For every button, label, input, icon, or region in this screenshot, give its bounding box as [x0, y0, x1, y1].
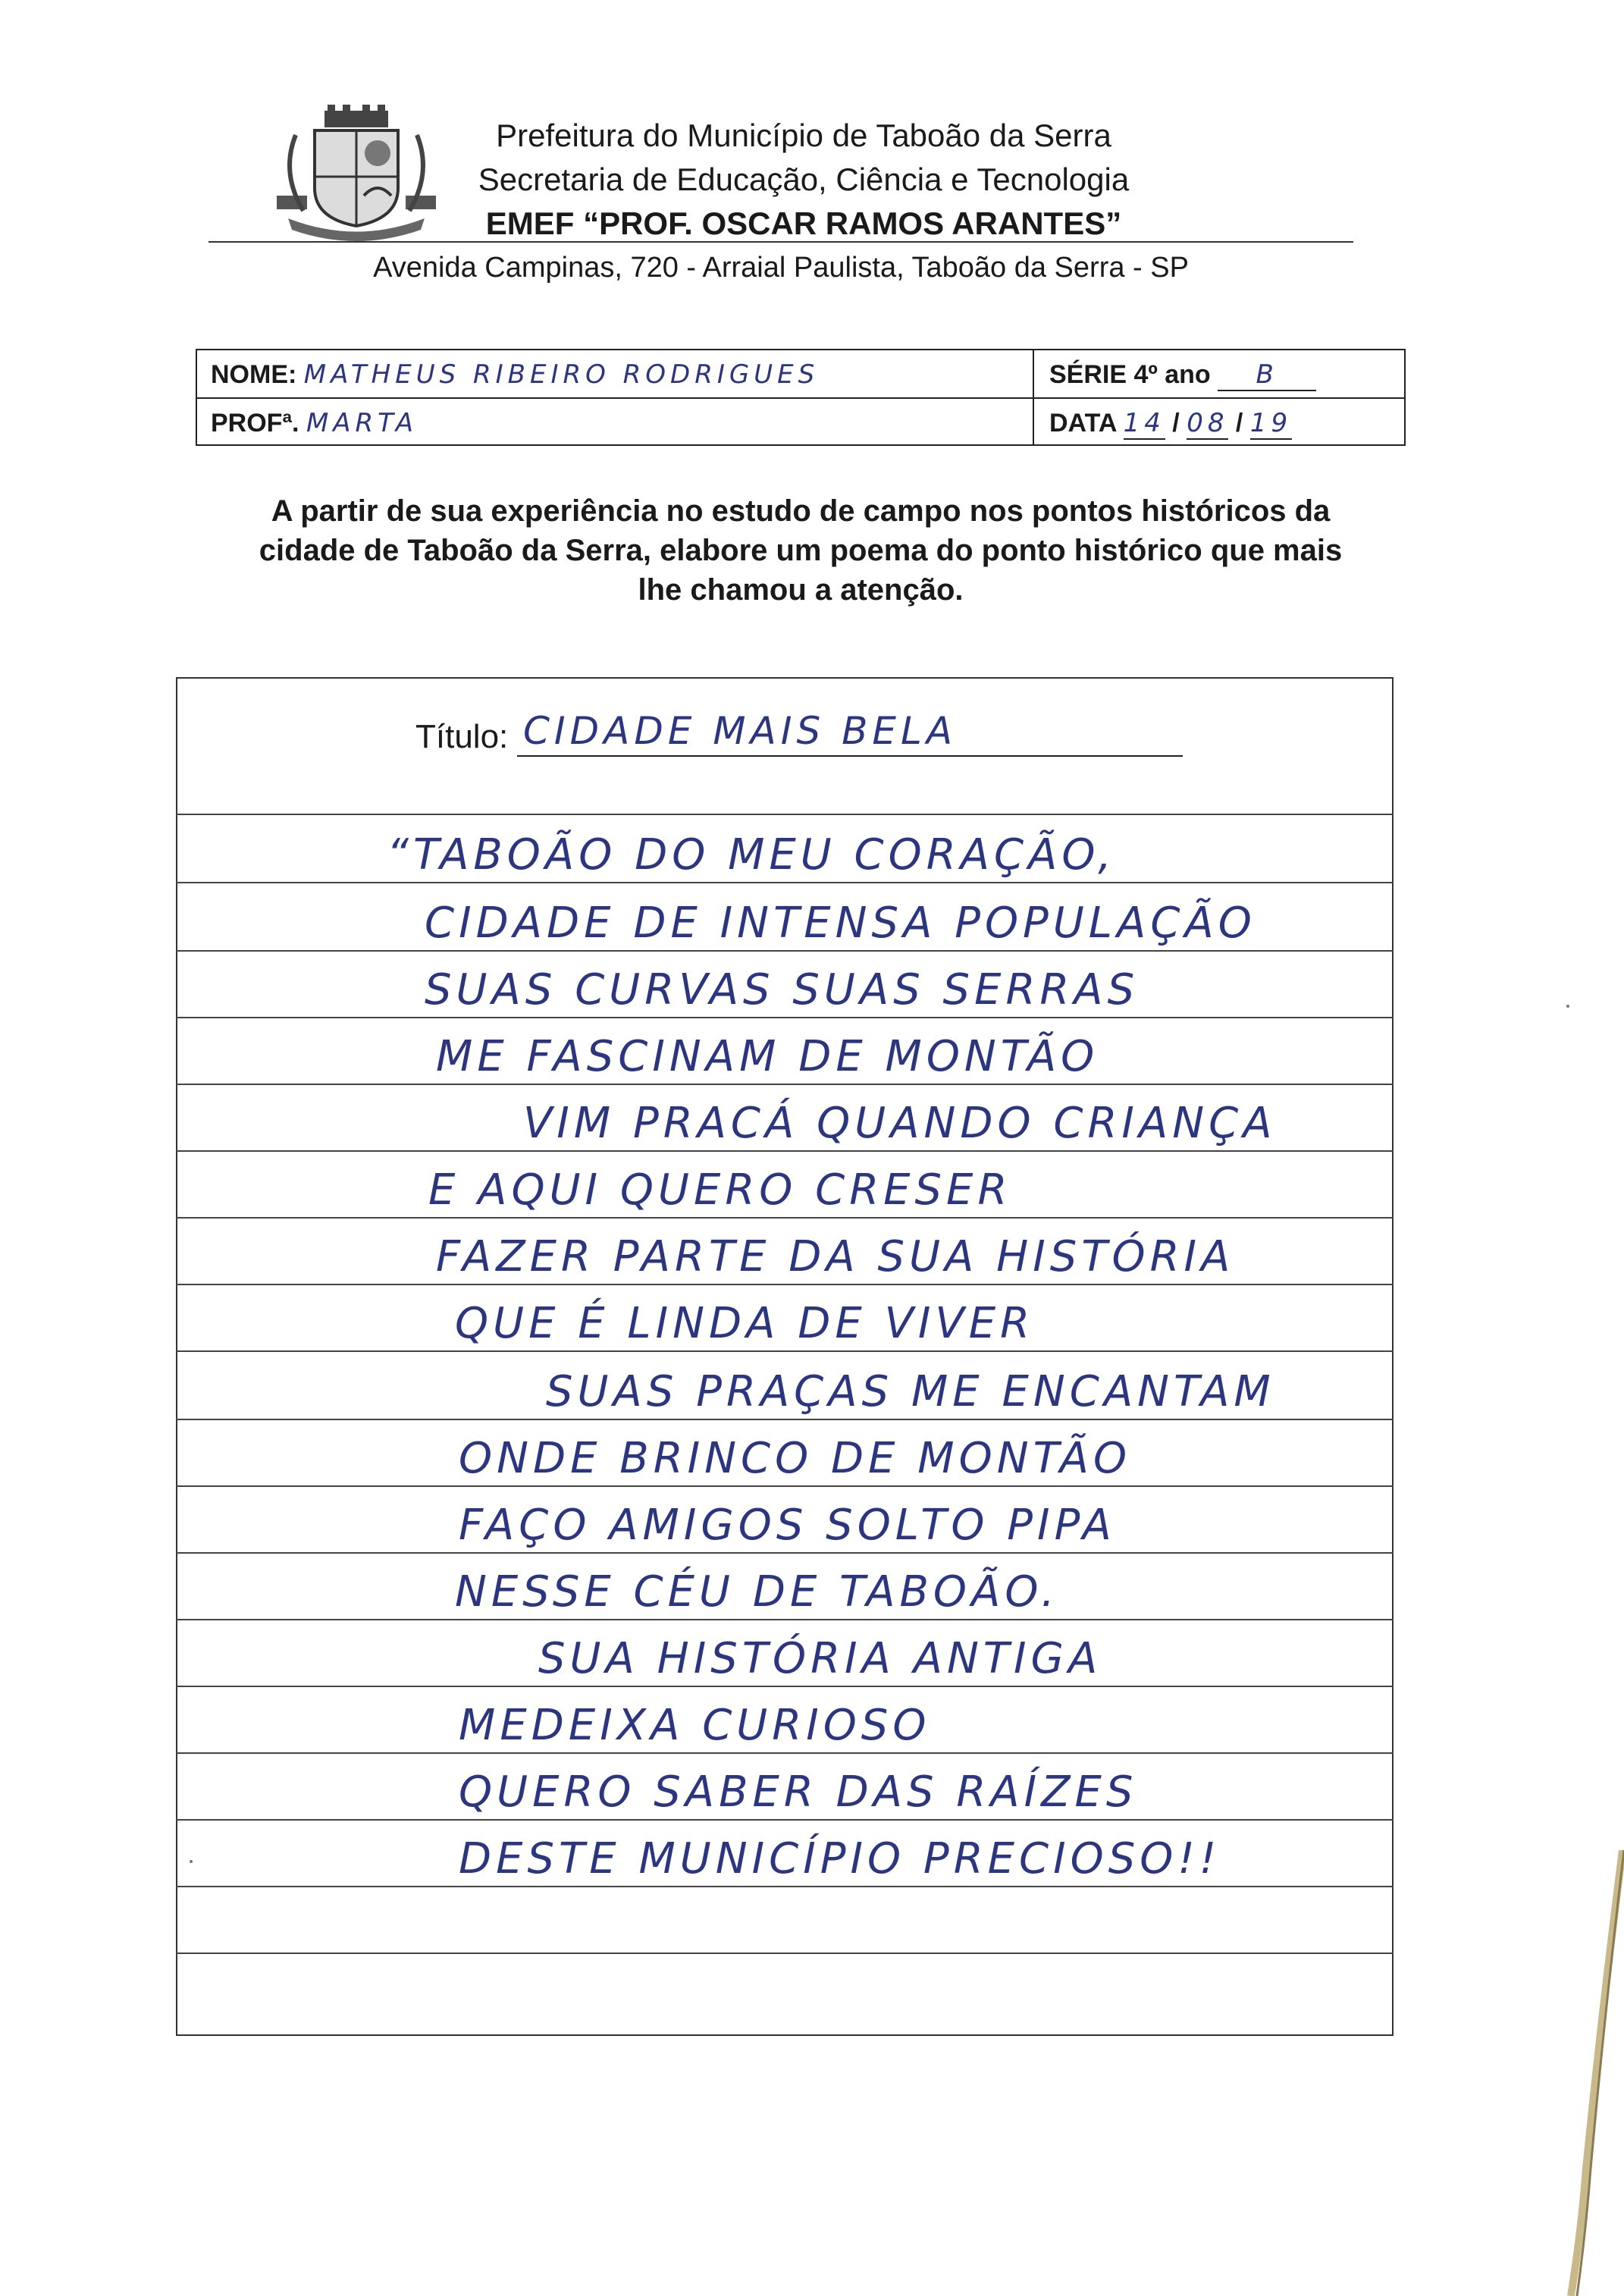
poem-line: NESSE CÉU DE TABOÃO.: [455, 1567, 1059, 1617]
ruled-line: [176, 1284, 1394, 1285]
ruled-line: [176, 1217, 1394, 1219]
poem-line: SUAS CURVAS SUAS SERRAS: [425, 965, 1140, 1015]
poem-line: CIDADE DE INTENSA POPULAÇÃO: [425, 899, 1256, 948]
poem-line: ME FASCINAM DE MONTÃO: [436, 1032, 1099, 1081]
school-name: EMEF “PROF. OSCAR RAMOS ARANTES”: [485, 205, 1122, 241]
name-value: MATHEUS RIBEIRO RODRIGUES: [303, 359, 820, 390]
professor-value: MARTA: [306, 408, 419, 438]
ruled-line: [176, 1350, 1394, 1352]
poem-line: ONDE BRINCO DE MONTÃO: [459, 1434, 1132, 1483]
assignment-prompt: [196, 491, 1406, 610]
ruled-line: [176, 1752, 1394, 1754]
ruled-line: [176, 814, 1394, 815]
ruled-line: [176, 1686, 1394, 1687]
date-month: 08: [1187, 408, 1229, 438]
date-separator: /: [1172, 409, 1180, 438]
ruled-line: [176, 1819, 1394, 1821]
header-divider: [208, 241, 1353, 243]
ruled-line: [176, 1150, 1394, 1152]
ruled-line: [176, 1886, 1394, 1887]
poem-line: FAZER PARTE DA SUA HISTÓRIA: [436, 1232, 1235, 1281]
scan-speck: [190, 1860, 193, 1863]
ruled-line: [176, 1619, 1394, 1620]
poem-line: E AQUI QUERO CRESER: [428, 1165, 1012, 1215]
table-row-divider: [197, 397, 1404, 399]
date-separator: /: [1235, 409, 1243, 438]
poem-line: SUA HISTÓRIA ANTIGA: [538, 1634, 1102, 1683]
ruled-line: [176, 1953, 1394, 1954]
serie-label: SÉRIE 4º ano: [1049, 360, 1211, 389]
serie-value: B: [1256, 359, 1278, 390]
secretariat-name: Secretaria de Educação, Ciência e Tecnologia: [478, 162, 1130, 197]
prompt-line: lhe chamou a atenção.: [638, 573, 964, 607]
student-info-table: [196, 349, 1406, 446]
ruled-line: [176, 1084, 1394, 1085]
poem-line: FAÇO AMIGOS SOLTO PIPA: [459, 1501, 1116, 1550]
prompt-line: cidade de Taboão da Serra, elabore um poema do ponto histórico que mais: [259, 534, 1343, 567]
ruled-line: [176, 1485, 1394, 1487]
title-underline: [517, 755, 1183, 757]
pen-stroke-mark: [1556, 1850, 1624, 2296]
ruled-line: [176, 1552, 1394, 1554]
ruled-line: [176, 1017, 1394, 1018]
poem-box: [176, 677, 1394, 2036]
date-label: DATA: [1049, 409, 1117, 438]
serie-field: [1049, 359, 1316, 391]
poem-line: SUAS PRAÇAS ME ENCANTAM: [546, 1367, 1275, 1416]
poem-line: QUE É LINDA DE VIVER: [455, 1299, 1034, 1348]
poem-line: DESTE MUNICÍPIO PRECIOSO!!: [459, 1834, 1221, 1884]
school-header: [425, 114, 1183, 246]
prompt-line: A partir de sua experiência no estudo de campo nos pontos históricos da: [271, 494, 1331, 528]
scan-speck: [1566, 1005, 1569, 1008]
poem-title: CIDADE MAIS BELA: [523, 709, 958, 753]
name-label: NOME:: [211, 360, 297, 389]
poem-line: VIM PRACÁ QUANDO CRIANÇA: [523, 1099, 1277, 1148]
table-column-divider: [1033, 350, 1034, 444]
municipal-crest-logo: [273, 105, 440, 249]
ruled-line: [176, 1419, 1394, 1420]
poem-line: MEDEIXA CURIOSO: [459, 1701, 931, 1750]
professor-field: [211, 408, 418, 438]
school-address: Avenida Campinas, 720 - Arraial Paulista, Taboão da Serra - SP: [373, 252, 1189, 284]
professor-label: PROFª.: [211, 409, 299, 438]
ruled-line: [176, 950, 1394, 952]
poem-line: “TABOÃO DO MEU CORAÇÃO,: [387, 830, 1116, 880]
municipality-name: Prefeitura do Município de Taboão da Serra: [496, 118, 1111, 153]
name-field: [211, 359, 819, 390]
date-field: [1049, 408, 1292, 440]
date-year: 19: [1249, 408, 1293, 438]
ruled-line: [176, 882, 1394, 883]
date-day: 14: [1123, 408, 1165, 438]
title-label: Título:: [415, 718, 509, 755]
poem-line: QUERO SABER DAS RAÍZES: [459, 1767, 1138, 1817]
